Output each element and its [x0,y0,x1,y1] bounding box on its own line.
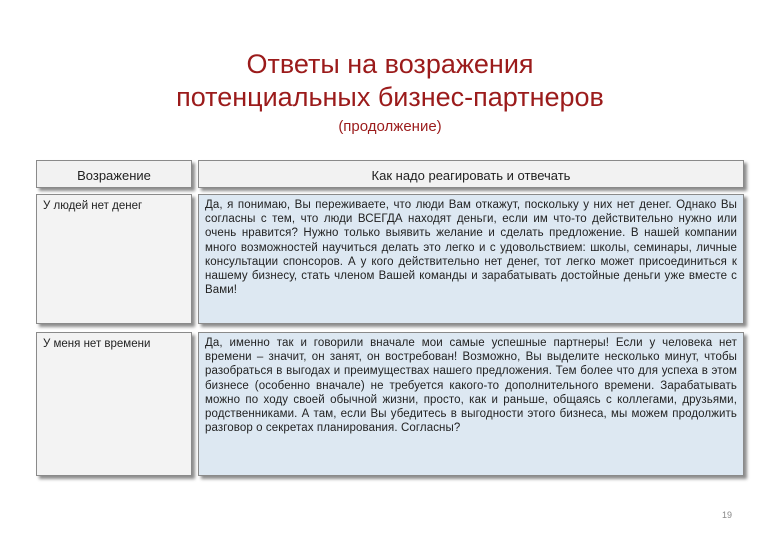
page-number: 19 [722,510,733,520]
page-title [0,48,780,114]
table-row-2-objection: У меня нет времени [36,332,192,476]
title-line-2: потенциальных бизнес-партнеров [176,82,604,112]
title-line-1: Ответы на возражения [246,49,534,79]
table-row-2-response: Да, именно так и говорили вначале мои самые успешные партнеры! Если у человека нет времени – значит, он занят, он востребован! Возможно, Вы выделите несколько минут, чтобы разобраться в выгодах и преимуществах нашего предложения. Тем более что для успеха в этом бизнесе (особенно вначале) не требуется какого-то дополнительного времени. Зарабатывать можно по ходу своей обычной жизни, просто, как и раньше, общаясь с коллегами, друзьями, родственниками. А там, если Вы убедитесь в выгодности этого бизнеса, мы можем продолжить разговор о секретах планирования. Согласны? [198,332,744,476]
header-objection: Возражение [36,160,192,188]
table-row-1-objection: У людей нет денег [36,194,192,324]
table-row-1-response: Да, я понимаю, Вы переживаете, что люди Вам откажут, поскольку у них нет денег. Однако Вы согласны с тем, что люди ВСЕГДА находят деньги, если им что-то действительно нужно или очень нравится? Нужно только выявить желание и сделать предложение. В нашей компании много возможностей научиться делать это легко и с удовольствием: школы, семинары, личные консультации спонсоров. А у кого действительно нет денег, тот легко может присоединиться к нашему бизнесу, стать членом Вашей команды и зарабатывать достойные деньги уже вместе с Вами! [198,194,744,324]
page-subtitle: (продолжение) [338,118,442,135]
header-response: Как надо реагировать и отвечать [198,160,744,188]
